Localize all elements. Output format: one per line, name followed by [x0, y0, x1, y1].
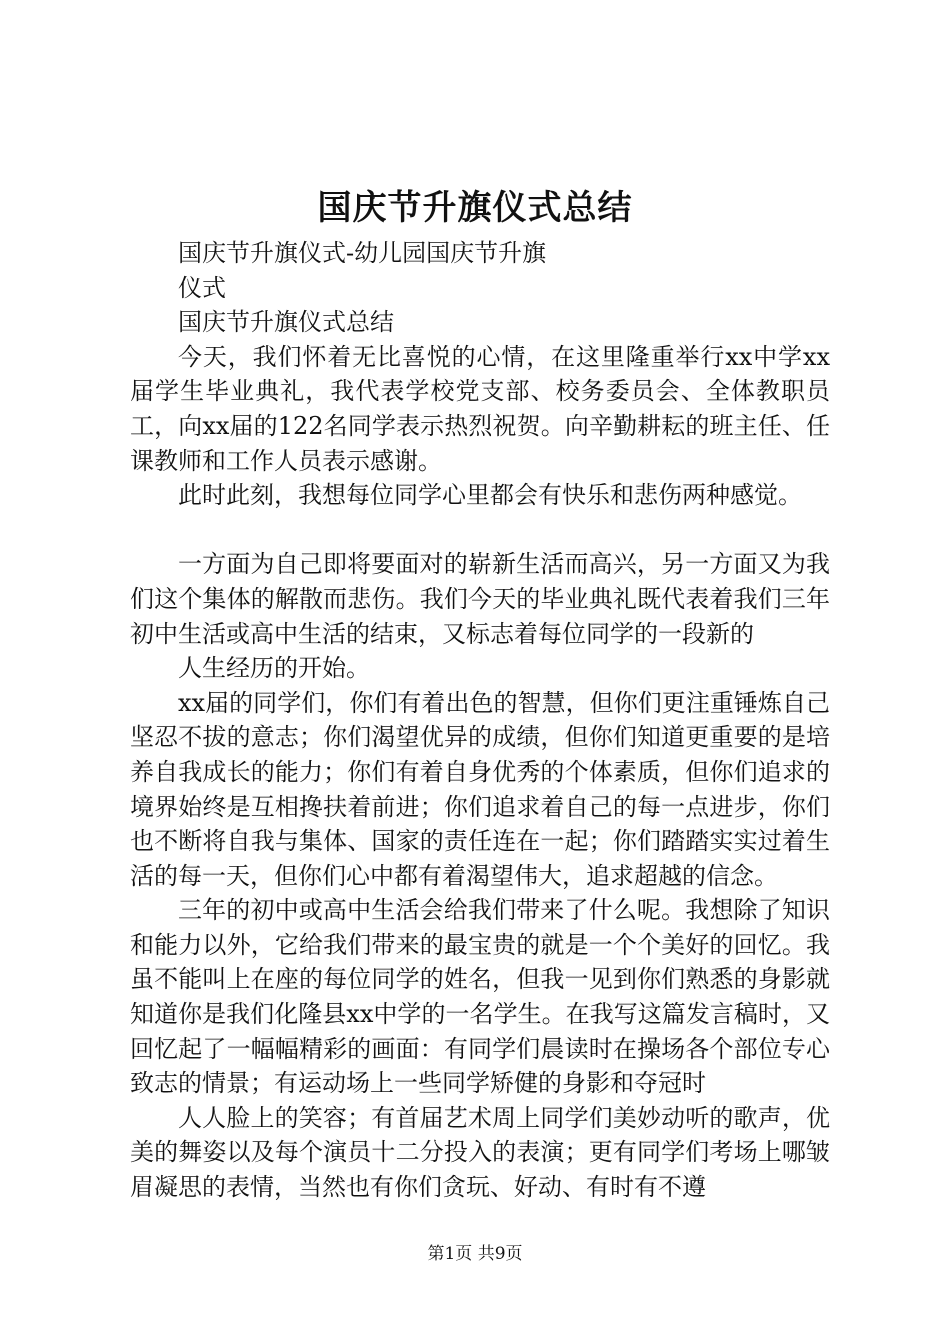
- subtitle-line: 国庆节升旗仪式-幼儿园国庆节升旗: [178, 239, 547, 267]
- paragraph-new-life: 人生经历的开始。: [178, 654, 370, 683]
- paragraph-scenes: 人人脸上的笑容；有首届艺术周上同学们美妙动听的歌声，优美的舞姿以及每个演员十二分投入的表演；更有同学们考场上哪皱眉凝思的表情，当然也有你们贪玩、好动、有时有不遵: [130, 1103, 830, 1202]
- paragraph-graduation: 一方面为自己即将要面对的崭新生活而高兴，另一方面又为我们这个集体的解散而悲伤。我们今天的毕业典礼既代表着我们三年初中生活或高中生活的结束，又标志着每位同学的一段新的: [130, 550, 830, 648]
- subtitle-line-continued: 仪式: [178, 273, 226, 302]
- paragraph-feelings: 此时此刻，我想每位同学心里都会有快乐和悲伤两种感觉。: [178, 481, 802, 510]
- paragraph-opening: 今天，我们怀着无比喜悦的心情，在这里隆重举行xx中学xx届学生毕业典礼，我代表学校党支部、校务委员会、全体教职员工，向xx届的122名同学表示热烈祝贺。向辛勤耕耘的班主任、任课教师和工作人员表示感谢。: [130, 342, 830, 475]
- paragraph-qualities: xx届的同学们，你们有着出色的智慧，但你们更注重锤炼自己坚忍不拔的意志；你们渴望优异的成绩，但你们知道更重要的是培养自我成长的能力；你们有着自身优秀的个体素质，但你们追求的境界始终是互相搀扶着前进；你们追求着自己的每一点进步，你们也不断将自我与集体、国家的责任连在一起；你们踏踏实实过着生活的每一天，但你们心中都有着渴望伟大，追求超越的信念。: [130, 688, 830, 890]
- paragraph-gap: [130, 513, 830, 548]
- document-body: [130, 236, 830, 1205]
- section-heading: 国庆节升旗仪式总结: [178, 308, 394, 337]
- page-number: 第1页 共9页: [427, 1244, 523, 1264]
- document-title: 国庆节升旗仪式总结: [317, 188, 633, 228]
- paragraph-memories: 三年的初中或高中生活会给我们带来了什么呢。我想除了知识和能力以外，它给我们带来的最宝贵的就是一个个美好的回忆。我虽不能叫上在座的每位同学的姓名，但我一见到你们熟悉的身影就知道你是我们化隆县xx中学的一名学生。在我写这篇发言稿时，又回忆起了一幅幅精彩的画面：有同学们晨读时在操场各个部位专心致志的情景；有运动场上一些同学矫健的身影和夺冠时: [130, 896, 830, 1098]
